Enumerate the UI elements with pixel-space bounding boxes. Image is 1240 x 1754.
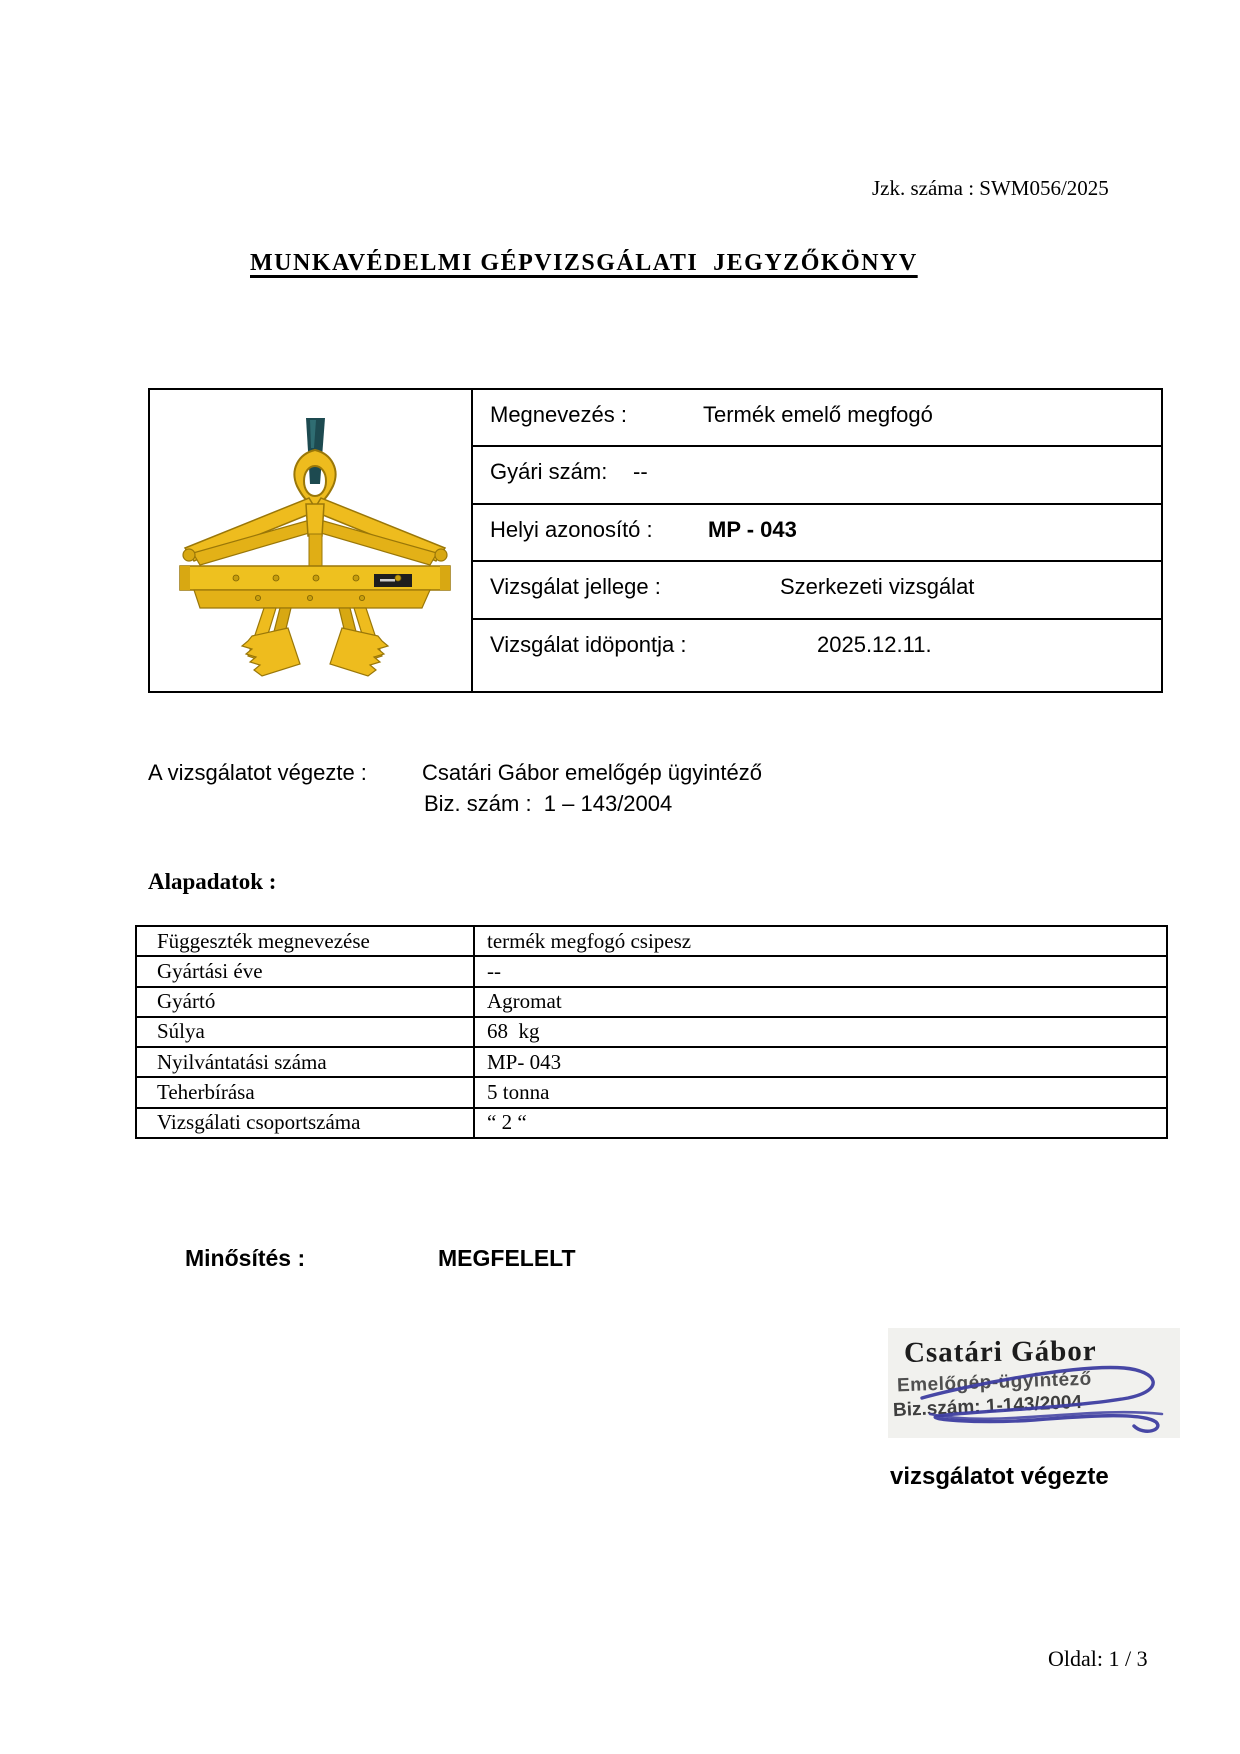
table-row — [137, 1048, 1166, 1078]
inspector-name: Csatári Gábor emelőgép ügyintéző — [422, 760, 762, 785]
row-label: Gyártó — [137, 988, 475, 1016]
row-label: Vizsgálati csoportszáma — [137, 1109, 475, 1137]
table-row — [137, 1078, 1166, 1108]
row-value: 68 kg — [487, 1019, 540, 1044]
table-row — [137, 988, 1166, 1018]
table-row — [137, 927, 1166, 957]
row-value: “ 2 “ — [487, 1110, 527, 1135]
field-value: 2025.12.11. — [817, 632, 932, 657]
stamp-name: Csatári Gábor — [903, 1335, 1097, 1369]
machine-fields — [473, 390, 1161, 691]
field-row-megnevezes — [473, 390, 1161, 447]
journal-number: Jzk. száma : SWM056/2025 — [872, 176, 1109, 200]
stamp-license: Biz.szám: 1-143/2004 — [892, 1391, 1083, 1422]
row-label: Nyilvántatási száma — [137, 1048, 475, 1076]
field-row-vizsgalat-jellege — [473, 562, 1161, 620]
field-label: Vizsgálat jellege : — [490, 574, 661, 599]
page-title: MUNKAVÉDELMI GÉPVIZSGÁLATI JEGYZŐKÖNYV — [250, 250, 918, 276]
field-row-helyi-azonosito — [473, 505, 1161, 562]
field-label: Megnevezés : — [490, 402, 627, 427]
row-value: MP- 043 — [487, 1049, 562, 1074]
table-row — [137, 957, 1166, 987]
page-number: Oldal: 1 / 3 — [1048, 1646, 1148, 1671]
field-label: Gyári szám: — [490, 459, 608, 484]
qualification-label: Minősítés : — [185, 1245, 306, 1271]
basic-data-heading: Alapadatok : — [148, 869, 277, 894]
row-label: Gyártási éve — [137, 957, 475, 985]
inspector-label: A vizsgálatot végezte : — [148, 760, 367, 785]
field-row-vizsgalat-idopontja — [473, 620, 1161, 691]
table-row — [137, 1018, 1166, 1048]
row-label: Függeszték megnevezése — [137, 927, 475, 955]
row-value: termék megfogó csipesz — [487, 928, 692, 953]
inspector-stamp — [888, 1328, 1180, 1438]
field-value: MP - 043 — [708, 517, 797, 542]
field-value: Szerkezeti vizsgálat — [780, 574, 975, 599]
qualification-value: MEGFELELT — [438, 1245, 576, 1271]
machine-photo-cell — [150, 390, 473, 691]
signature-caption: vizsgálatot végezte — [890, 1463, 1109, 1490]
row-value: Agromat — [487, 989, 562, 1014]
row-label: Súlya — [137, 1018, 475, 1046]
inspector-license: Biz. szám : 1 – 143/2004 — [424, 791, 673, 816]
row-value: 5 tonna — [487, 1080, 550, 1105]
row-label: Teherbírása — [137, 1078, 475, 1106]
basic-data-table — [135, 925, 1168, 1139]
field-value: Termék emelő megfogó — [703, 402, 933, 427]
lifting-grab-image — [158, 418, 463, 678]
row-value: -- — [487, 958, 501, 983]
field-row-gyari-szam — [473, 447, 1161, 505]
field-label: Helyi azonosító : — [490, 517, 653, 542]
stamp-role: Emelőgép-ügyintéző — [896, 1368, 1093, 1397]
field-label: Vizsgálat idöpontja : — [490, 632, 687, 657]
machine-card-table — [148, 388, 1163, 693]
field-value: -- — [633, 459, 648, 484]
table-row — [137, 1109, 1166, 1137]
